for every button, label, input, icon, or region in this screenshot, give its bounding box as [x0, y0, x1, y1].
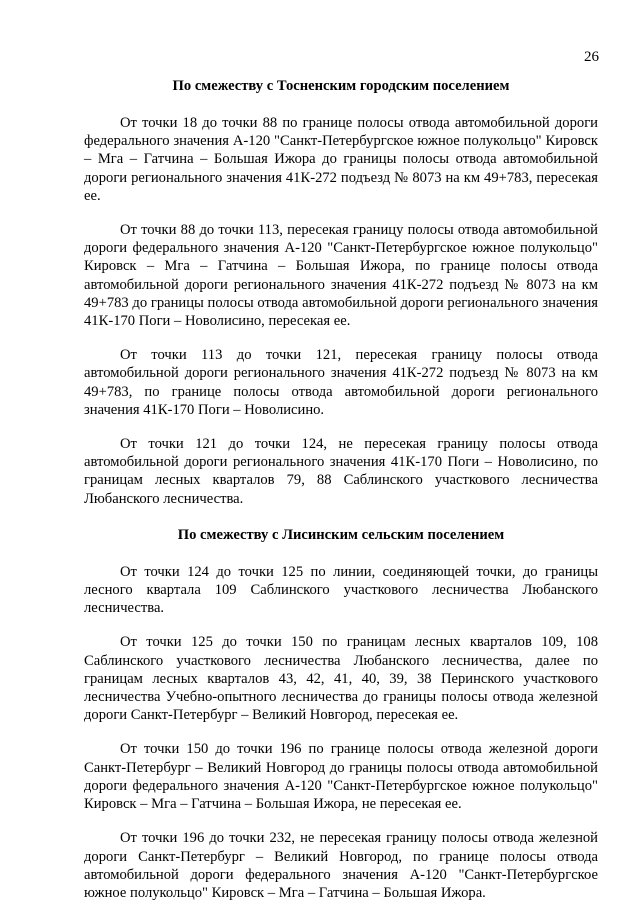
section-tosno [84, 77, 598, 508]
paragraph: От точки 125 до точки 150 по границам лесных кварталов 109, 108 Саблинского участкового лесничества Любанского лесничества, далее по границам лесных кварталов 43, 42, 41, 40, 39, 38 Перинского участкового лесничества Учебно-опытного лесничества до границы полосы отвода железной дороги Санкт-Петербург – Великий Новгород, пересекая ее. [84, 634, 598, 724]
paragraph: От точки 121 до точки 124, не пересекая границу полосы отвода автомобильной дороги регионального значения 41К-170 Поги – Новолисино, по границам лесных кварталов 79, 88 Саблинского участкового лесничества Любанского лесничества. [84, 436, 598, 507]
section-heading: По смежеству с Лисинским сельским поселением [177, 526, 505, 543]
section-heading: По смежеству с Тосненским городским поселением [172, 78, 510, 94]
paragraph: От точки 88 до точки 113, пересекая границу полосы отвода автомобильной дороги федерального значения А-120 "Санкт-Петербургское южное полукольцо" Кировск – Мга – Гатчина – Большая Ижора, по границе полосы отвода автомобильной дороги регионального значения 41К-272 подъезд № 8073 на км 49+783 до границы полосы отвода автомобильной дороги регионального значения 41К-170 Поги – Новолисино, пересекая ее. [84, 222, 598, 330]
section-lisino [84, 526, 598, 902]
paragraph: От точки 150 до точки 196 по границе полосы отвода железной дороги Санкт-Петербург – Великий Новгород до границы полосы отвода автомобильной дороги федерального значения А-120 "Санкт-Петербургское южное полукольцо" Кировск – Мга – Гатчина – Большая Ижора, не пересекая ее. [84, 741, 598, 813]
paragraph: От точки 196 до точки 232, не пересекая границу полосы отвода железной дороги Санкт-Петербург – Великий Новгород, по границе полосы отвода автомобильной дороги федерального значения А-120 "Санкт-Петербургское южное полукольцо" Кировск – Мга – Гатчина – Большая Ижора. [84, 830, 598, 901]
paragraph: От точки 124 до точки 125 по линии, соединяющей точки, до границы лесного квартала 109 Саблинского участкового лесничества Любанского лесничества. [84, 563, 598, 617]
paragraph: От точки 113 до точки 121, пересекая границу полосы отвода автомобильной дороги регионального значения 41К-272 подъезд № 8073 на км 49+783, по границе полосы отвода автомобильной дороги регионального значения 41К-170 Поги – Новолисино. [84, 347, 598, 418]
page-number: 26 [584, 49, 599, 65]
document-body [84, 77, 598, 902]
paragraph: От точки 18 до точки 88 по границе полосы отвода автомобильной дороги федерального значения А-120 "Санкт-Петербургское южное полукольцо" Кировск – Мга – Гатчина – Большая Ижора до границы полосы отвода автомобильной дороги регионального значения 41К-272 подъезд № 8073 на км 49+783, пересекая ее. [84, 115, 598, 204]
